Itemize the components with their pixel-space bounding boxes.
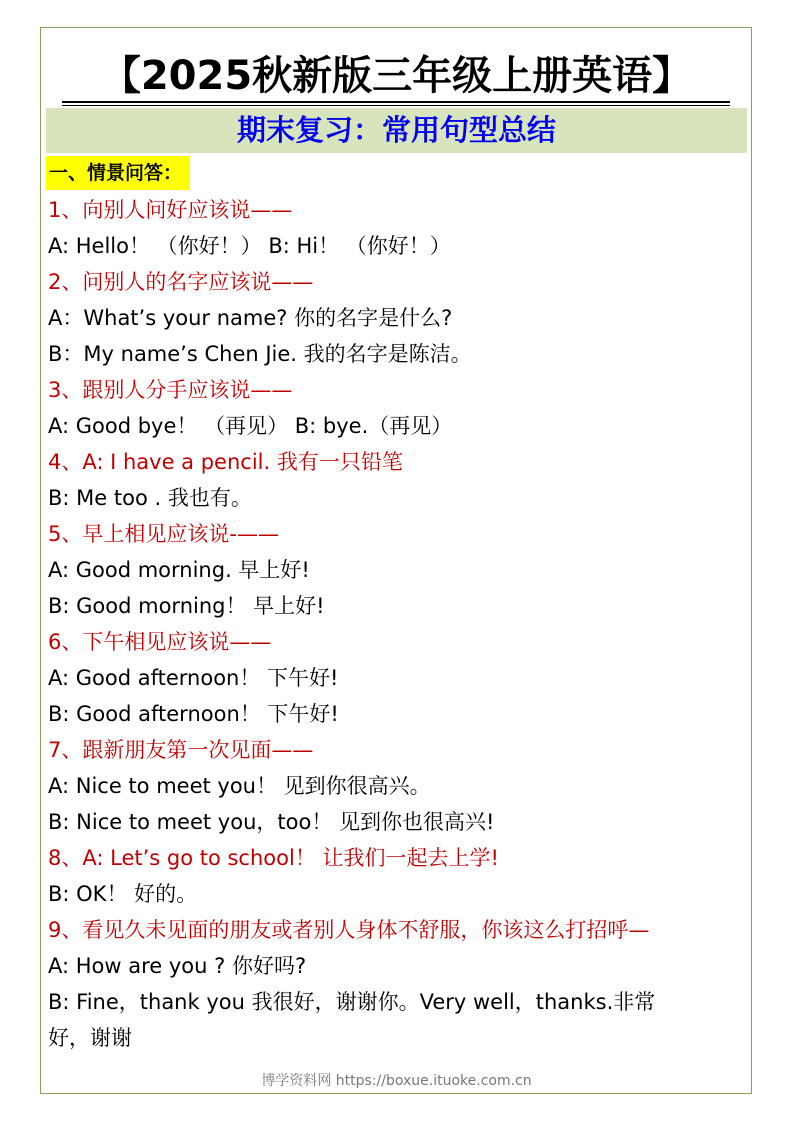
dialogue-line: B: Good afternoon！ 下午好! xyxy=(48,702,339,726)
dialogue-line: 7、跟新朋友第一次见面—— xyxy=(48,738,314,762)
dialogue-line: 4、A: I have a pencil. 我有一只铅笔 xyxy=(48,450,403,474)
title-underline xyxy=(62,101,730,103)
page-title: 【2025秋新版三年级上册英语】 xyxy=(100,53,693,99)
dialogue-line: B：My name’s Chen Jie. 我的名字是陈洁。 xyxy=(48,342,472,366)
dialogue-line: A: How are you ? 你好吗? xyxy=(48,954,307,978)
dialogue-line: 8、A: Let’s go to school！ 让我们一起去上学! xyxy=(48,846,499,870)
dialogue-line: 9、看见久未见面的朋友或者别人身体不舒服，你该这么打招呼— xyxy=(48,918,650,942)
dialogue-line: B: Nice to meet you，too！ 见到你也很高兴! xyxy=(48,810,495,834)
dialogue-line: A: Hello！ （你好！） B: Hi！ （你好！） xyxy=(48,234,451,258)
dialogue-line: A: Good afternoon！ 下午好! xyxy=(48,666,339,690)
dialogue-line: A: Nice to meet you！ 见到你很高兴。 xyxy=(48,774,431,798)
dialogue-line: A：What’s your name? 你的名字是什么? xyxy=(48,306,453,330)
dialogue-line: B: OK！ 好的。 xyxy=(48,882,198,906)
dialogue-line: 2、问别人的名字应该说—— xyxy=(48,270,314,294)
dialogue-line: 好，谢谢 xyxy=(48,1026,132,1050)
dialogue-line: A: Good bye！ （再见） B: bye.（再见） xyxy=(48,414,453,438)
dialogue-line: B: Good morning！ 早上好! xyxy=(48,594,325,618)
dialogue-line: B: Fine，thank you 我很好，谢谢你。Very well，thanks.非常 xyxy=(48,990,656,1014)
dialogue-list xyxy=(48,192,748,1056)
dialogue-line: 3、跟别人分手应该说—— xyxy=(48,378,293,402)
dialogue-line: A: Good morning. 早上好! xyxy=(48,558,310,582)
title-underline-thin xyxy=(62,105,730,106)
dialogue-line: B: Me too . 我也有。 xyxy=(48,486,252,510)
dialogue-line: 1、向别人问好应该说—— xyxy=(48,198,293,222)
dialogue-line: 6、下午相见应该说—— xyxy=(48,630,272,654)
footer-source: 博学资料网 https://boxue.ituoke.com.cn xyxy=(261,1073,532,1089)
dialogue-line: 5、早上相见应该说-—— xyxy=(48,522,279,546)
section-heading: 一、情景问答： xyxy=(46,156,190,190)
subtitle-band xyxy=(46,108,747,153)
page-subtitle: 期末复习：常用句型总结 xyxy=(236,113,556,147)
